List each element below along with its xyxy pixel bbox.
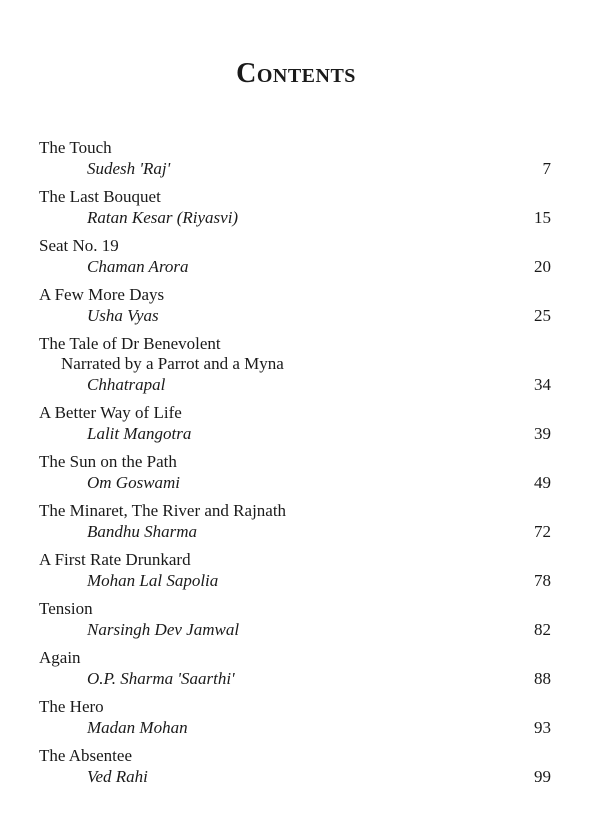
story-author: Lalit Mangotra xyxy=(87,424,192,443)
story-title: Seat No. 19 xyxy=(39,236,119,255)
story-author: Ratan Kesar (Riyasvi) xyxy=(87,208,239,227)
author-row xyxy=(39,717,551,738)
story-title: A Better Way of Life xyxy=(39,403,182,422)
contents-heading: Contents xyxy=(236,58,356,89)
story-title: The Touch xyxy=(39,138,112,157)
toc-entry xyxy=(39,599,551,640)
story-author: Ved Rahi xyxy=(87,767,148,786)
toc-entry xyxy=(39,403,551,444)
author-row xyxy=(39,668,551,689)
page-number: 78 xyxy=(534,571,551,590)
page-number: 34 xyxy=(534,375,551,394)
toc-entry xyxy=(39,452,551,493)
author-row xyxy=(39,619,551,640)
story-title: The Sun on the Path xyxy=(39,452,177,471)
author-row xyxy=(39,423,551,444)
story-author: Om Goswami xyxy=(87,473,181,492)
story-author: Chhatrapal xyxy=(87,375,166,394)
story-title: A First Rate Drunkard xyxy=(39,550,191,569)
page-number: 25 xyxy=(534,306,551,325)
author-row xyxy=(39,256,551,277)
toc-entry xyxy=(39,550,551,591)
toc-entry xyxy=(39,746,551,787)
table-of-contents xyxy=(39,138,551,795)
toc-entry xyxy=(39,236,551,277)
page-number: 20 xyxy=(534,257,551,276)
story-title: A Few More Days xyxy=(39,285,165,304)
story-title: The Last Bouquet xyxy=(39,187,161,206)
toc-entry xyxy=(39,138,551,179)
story-title: The Absentee xyxy=(39,746,132,765)
author-row xyxy=(39,766,551,787)
story-title: Again xyxy=(39,648,81,667)
page-number: 82 xyxy=(534,620,551,639)
story-title: The Tale of Dr Benevolent xyxy=(39,334,221,353)
author-row xyxy=(39,207,551,228)
toc-entry xyxy=(39,501,551,542)
toc-entry xyxy=(39,285,551,326)
story-author: Chaman Arora xyxy=(87,257,189,276)
author-row xyxy=(39,158,551,179)
story-author: Madan Mohan xyxy=(87,718,188,737)
page-number: 39 xyxy=(534,424,551,443)
story-author: Sudesh 'Raj' xyxy=(87,159,171,178)
story-author: Mohan Lal Sapolia xyxy=(87,571,219,590)
story-author: Bandhu Sharma xyxy=(87,522,198,541)
toc-entry xyxy=(39,648,551,689)
page-number: 72 xyxy=(534,522,551,541)
page-number: 93 xyxy=(534,718,551,737)
story-author: Usha Vyas xyxy=(87,306,159,325)
page-number: 15 xyxy=(534,208,551,227)
page-number: 49 xyxy=(534,473,551,492)
author-row xyxy=(39,374,551,395)
author-row xyxy=(39,521,551,542)
toc-entry xyxy=(39,187,551,228)
toc-entry xyxy=(39,334,551,395)
page-number: 7 xyxy=(542,159,551,178)
story-title: The Hero xyxy=(39,697,104,716)
author-row xyxy=(39,570,551,591)
author-row xyxy=(39,305,551,326)
page-number: 99 xyxy=(534,767,551,786)
author-row xyxy=(39,472,551,493)
page-number: 88 xyxy=(534,669,551,688)
toc-entry xyxy=(39,697,551,738)
story-title: The Minaret, The River and Rajnath xyxy=(39,501,287,520)
story-title-continuation: Narrated by a Parrot and a Myna xyxy=(61,354,284,373)
story-author: Narsingh Dev Jamwal xyxy=(87,620,240,639)
story-title: Tension xyxy=(39,599,93,618)
story-author: O.P. Sharma 'Saarthi' xyxy=(87,669,235,688)
